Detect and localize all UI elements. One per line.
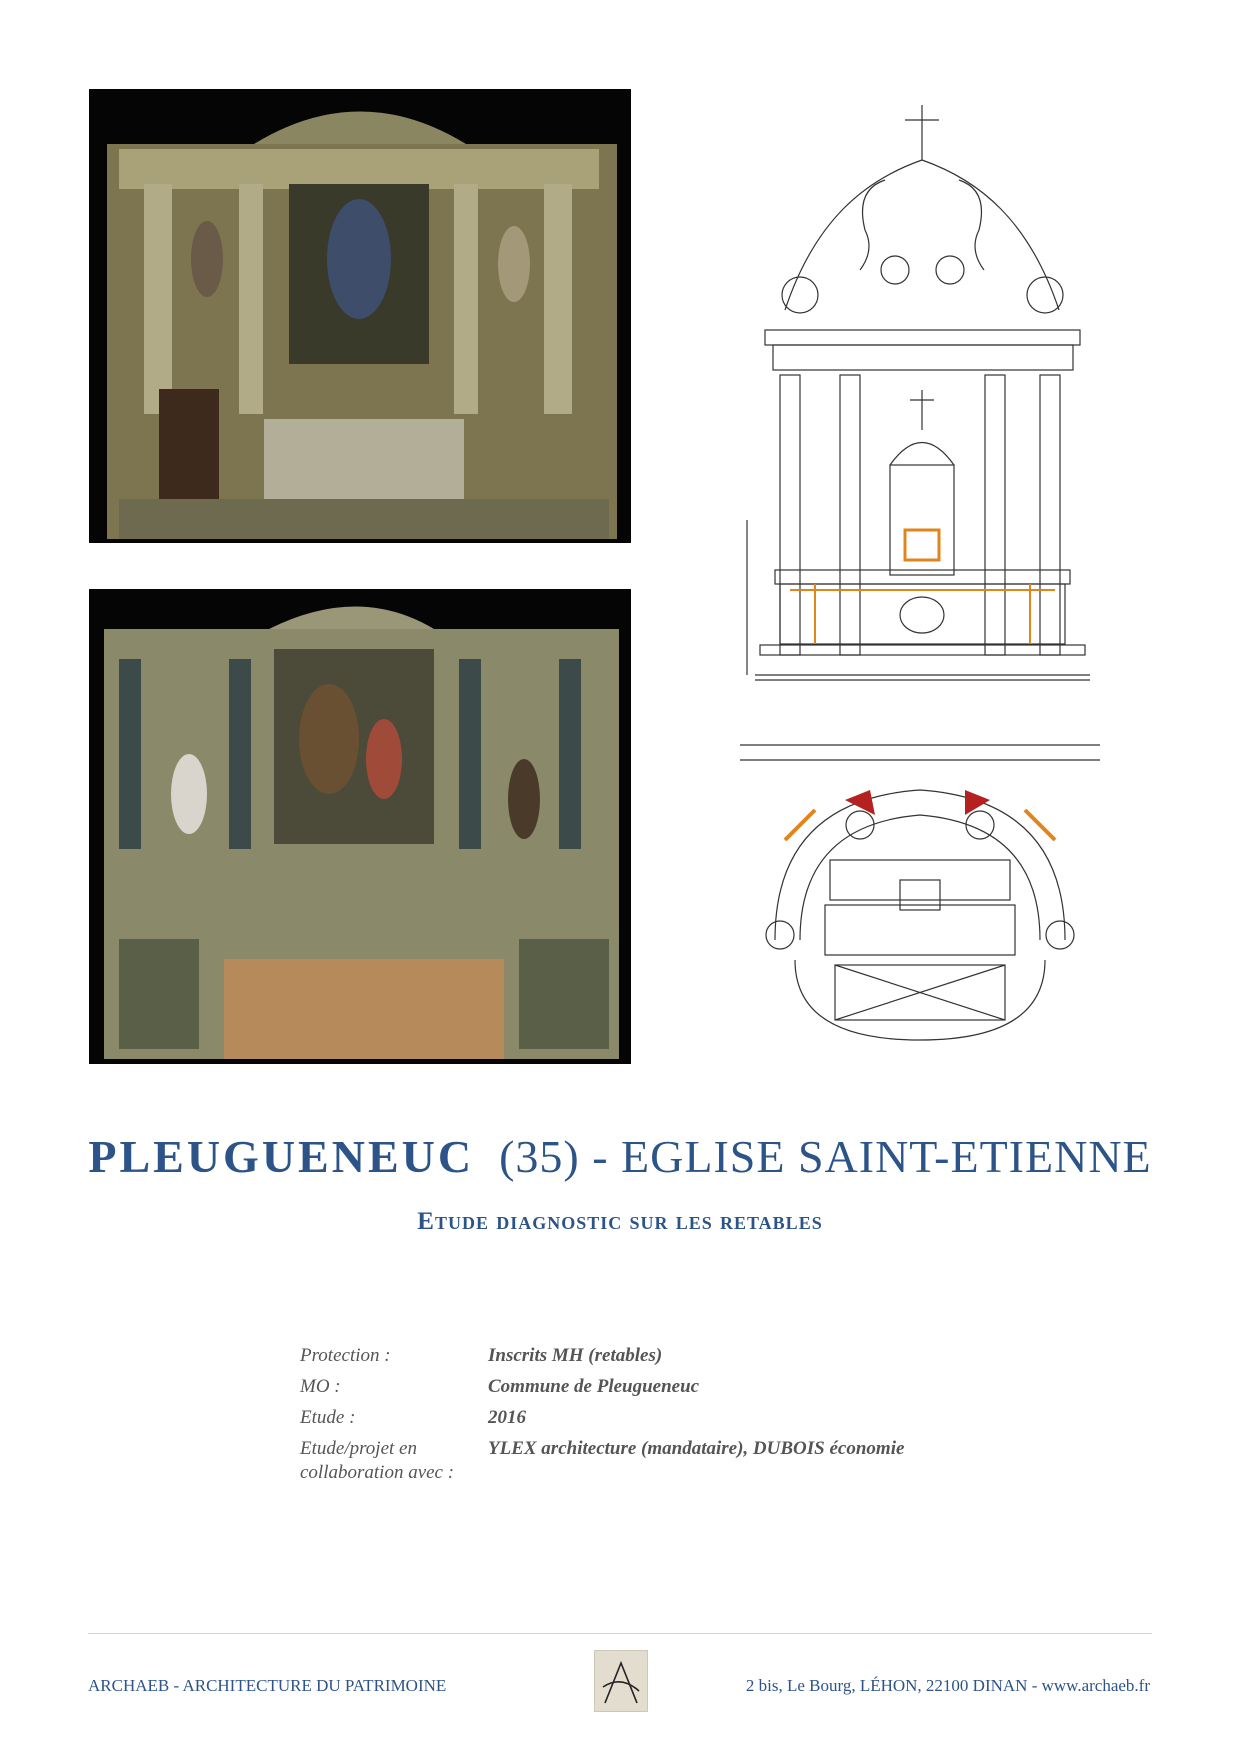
title-department-church: (35) - EGLISE SAINT-ETIENNE (499, 1131, 1152, 1182)
info-value-collaboration: YLEX architecture (mandataire), DUBOIS économie (488, 1438, 905, 1459)
info-key-collaboration: Etude/projet en collaboration avec : (300, 1438, 455, 1483)
footer-company: ARCHAEB - ARCHITECTURE DU PATRIMOINE (88, 1676, 447, 1695)
page-title (0, 1130, 1240, 1183)
footer-divider (88, 1633, 1152, 1634)
altar-photo-top (89, 89, 631, 543)
title-place: PLEUGUENEUC (88, 1131, 475, 1182)
info-key-mo: MO : (300, 1376, 341, 1397)
info-key-etude: Etude : (300, 1407, 356, 1428)
footer-address: 2 bis, Le Bourg, LÉHON, 22100 DINAN - www.archaeb.fr (745, 1676, 1150, 1695)
info-value-mo: Commune de Pleugueneuc (488, 1376, 700, 1397)
altar-elevation-drawing (745, 100, 1100, 720)
info-value-etude: 2016 (488, 1407, 526, 1428)
info-value-protection: Inscrits MH (retables) (488, 1345, 663, 1366)
info-key-protection: Protection : (300, 1345, 391, 1366)
page-subtitle: Etude diagnostic sur les retables (417, 1208, 823, 1235)
archaeb-logo-icon (594, 1650, 648, 1712)
altar-plan-drawing (735, 740, 1105, 1050)
altar-photo-bottom (89, 589, 631, 1064)
